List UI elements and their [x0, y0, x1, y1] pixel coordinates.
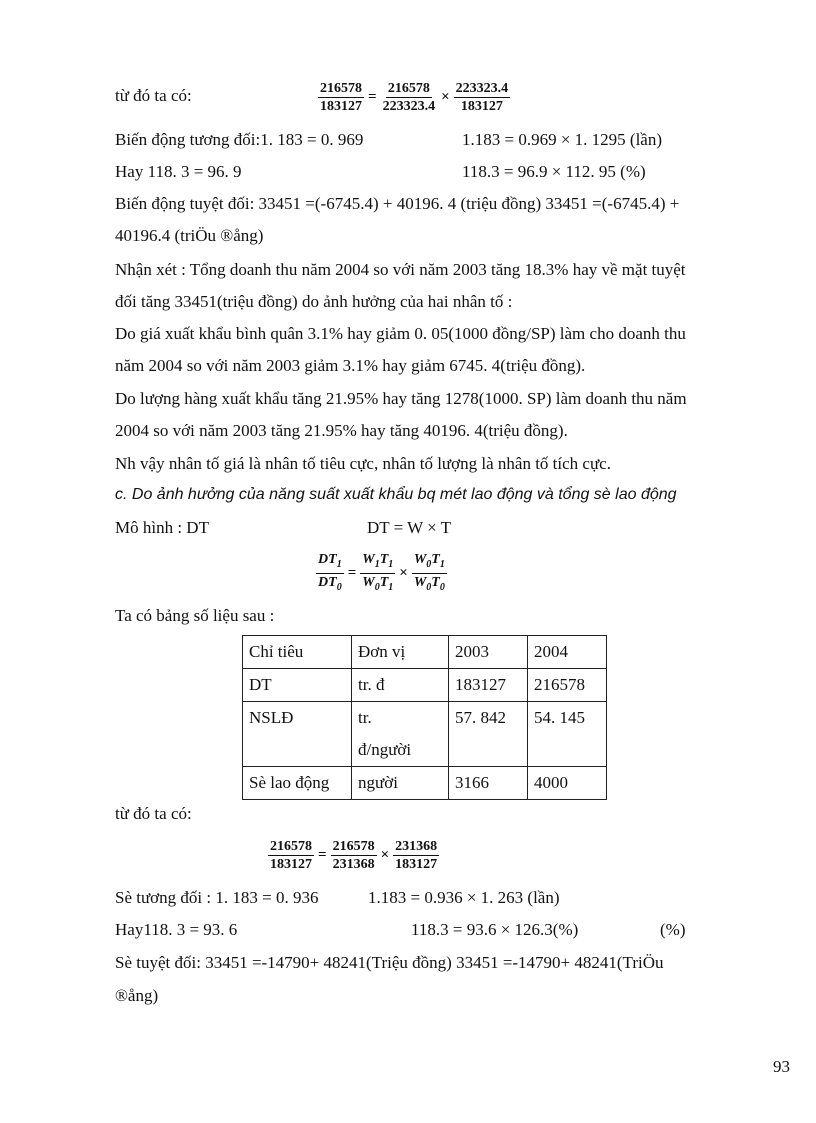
denominator: 183127 [270, 857, 312, 872]
relative-change-right: 1.183 = 0.969 × 1. 1295 (lần) [462, 130, 663, 149]
fraction [412, 551, 447, 596]
model-formula: DT = W × T [367, 518, 452, 537]
numerator: $DT_1$ [316, 551, 344, 574]
line-intro-1: từ đó ta có: [115, 86, 192, 105]
table-row [243, 767, 607, 800]
fraction [268, 838, 314, 873]
numerator: $W_1T_1$ [360, 551, 395, 574]
page-number: 93 [773, 1057, 790, 1076]
relative-change-left: Biến động tương đối:1. 183 = 0. 969 [115, 130, 364, 149]
cell-text: 54. 145 [534, 708, 585, 727]
times-sign: × [380, 847, 390, 863]
equals-sign: = [347, 564, 357, 581]
labor-relative-right: 1.183 = 0.936 × 1. 263 (lần) [368, 888, 560, 907]
numerator: $W_0T_1$ [412, 551, 447, 574]
denominator: $W_0T_0$ [413, 574, 445, 593]
table-cell [449, 702, 528, 767]
fraction [381, 80, 438, 115]
numerator: 216578 [332, 839, 375, 854]
fraction [318, 80, 364, 115]
percent-change-left: Hay 118. 3 = 96. 9 [115, 162, 242, 181]
numerator: 223323.4 [455, 81, 509, 96]
header-cell: 2004 [528, 636, 607, 669]
equals-sign: = [318, 847, 327, 863]
equals-sign: = [368, 89, 377, 105]
table-cell: tr. đ [352, 669, 449, 702]
denominator: $W_0T_1$ [362, 574, 394, 593]
fraction [454, 80, 511, 115]
remark-line-2: đối tăng 33451(triệu đồng) do ảnh hưởng của hai nhân tố : [115, 292, 513, 311]
model-label: Mô hình : DT [115, 518, 209, 537]
table-cell: 4000 [528, 767, 607, 800]
table-row [243, 702, 607, 767]
conclusion-line: Nh vậy nhân tố giá là nhân tố tiêu cực, nhân tố lượng là nhân tố tích cực. [115, 454, 611, 473]
absolute-change-line: Biến động tuyệt đối: 33451 =(-6745.4) + 40196. 4 (triệu đồng) 33451 =(-6745.4) + [115, 194, 680, 213]
quantity-effect-line-1: Do lượng hàng xuất khẩu tăng 21.95% hay tăng 1278(1000. SP) làm doanh thu năm [115, 389, 687, 408]
labor-absolute-line-2: ®ång) [115, 986, 159, 1005]
numerator: 216578 [320, 81, 362, 96]
fraction [331, 838, 377, 873]
percent-change-right: 118.3 = 96.9 × 112. 95 (%) [462, 162, 646, 181]
table-cell: Sè lao động [243, 767, 352, 800]
table-cell [243, 702, 352, 767]
labor-percent-unit: (%) [660, 920, 686, 939]
table-cell: 183127 [449, 669, 528, 702]
data-table [242, 635, 607, 800]
section-heading-c: c. Do ảnh hưởng của năng suất xuất khẩu bq mét lao động và tổng sè lao động [115, 486, 677, 503]
denominator: 223323.4 [382, 99, 436, 114]
labor-relative-left: Sè tương đối : 1. 183 = 0. 936 [115, 888, 319, 907]
denominator: 183127 [320, 99, 362, 114]
cell-text: tr. [358, 708, 372, 727]
table-cell: DT [243, 669, 352, 702]
table-row [243, 669, 607, 702]
quantity-effect-line-2: 2004 so với năm 2003 tăng 21.95% hay tăng 40196. 4(triệu đồng). [115, 421, 568, 440]
denominator: 183127 [460, 99, 503, 114]
header-cell: 2003 [449, 636, 528, 669]
labor-percent-left: Hay118. 3 = 93. 6 [115, 920, 238, 939]
cell-text: 57. 842 [455, 708, 506, 727]
table-header-row [243, 636, 607, 669]
formula-price-quantity [318, 80, 510, 115]
header-cell: Chỉ tiêu [243, 636, 352, 669]
cell-text: đ/người [358, 740, 412, 759]
fraction [360, 551, 395, 596]
denominator: 183127 [395, 857, 438, 872]
price-effect-line-1: Do giá xuất khẩu bình quân 3.1% hay giảm 0. 05(1000 đồng/SP) làm cho doanh thu [115, 324, 686, 343]
numerator: 216578 [270, 839, 312, 854]
absolute-change-line-2: 40196.4 (triÖu ®ång) [115, 226, 264, 245]
remark-line-1: Nhận xét : Tổng doanh thu năm 2004 so với năm 2003 tăng 18.3% hay về mặt tuyệt [115, 260, 686, 279]
labor-absolute-line: Sè tuyệt đối: 33451 =-14790+ 48241(Triệu đồng) 33451 =-14790+ 48241(TriÖu [115, 953, 664, 972]
times-sign: × [399, 564, 408, 581]
fraction [316, 551, 344, 596]
cell-text: NSLĐ [249, 708, 294, 727]
price-effect-line-2: năm 2004 so với năm 2003 giảm 3.1% hay giảm 6745. 4(triệu đồng). [115, 356, 586, 375]
table-cell: 3166 [449, 767, 528, 800]
numerator: 216578 [387, 81, 430, 96]
table-intro: Ta có bảng số liệu sau : [115, 606, 275, 625]
formula-labor [268, 838, 439, 873]
times-sign: × [441, 89, 450, 105]
table-cell: 216578 [528, 669, 607, 702]
table-cell [352, 702, 449, 767]
labor-percent-middle: 118.3 = 93.6 × 126.3(%) [411, 920, 579, 939]
table-cell [528, 702, 607, 767]
denominator: 231368 [332, 857, 375, 872]
denominator: $DT_0$ [318, 574, 342, 593]
formula-productivity-labor [316, 551, 447, 596]
table-cell: người [352, 767, 449, 800]
header-cell: Đơn vị [352, 636, 449, 669]
line-intro-2: từ đó ta có: [115, 804, 192, 823]
fraction [393, 838, 439, 873]
numerator: 231368 [395, 839, 438, 854]
